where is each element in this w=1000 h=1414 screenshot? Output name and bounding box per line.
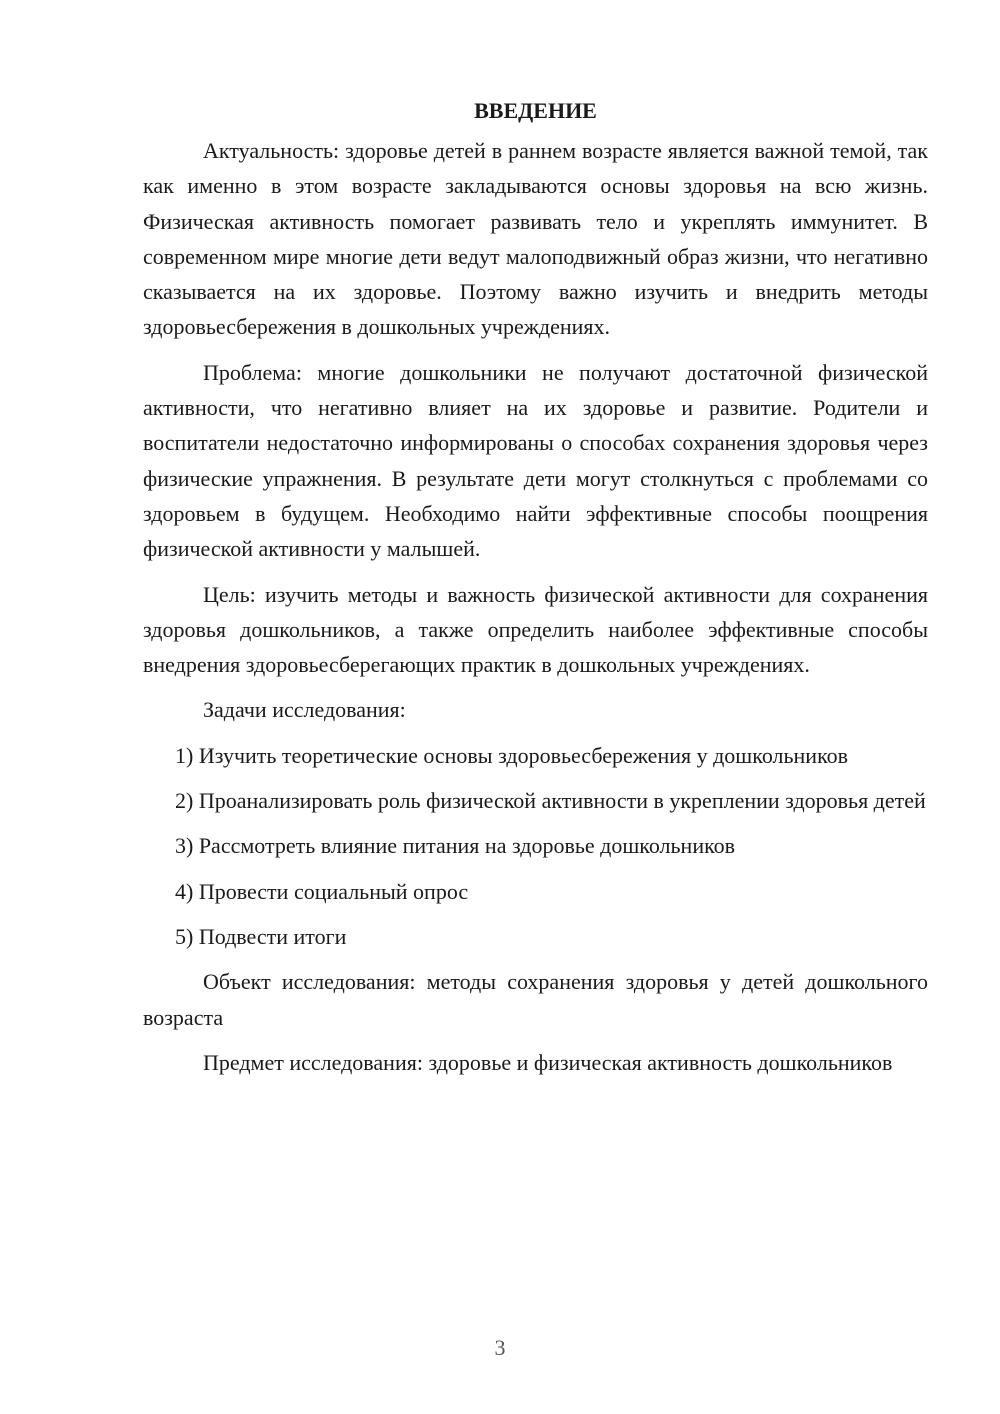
list-item: 4) Провести социальный опрос: [175, 878, 469, 904]
list-item: 3) Рассмотреть влияние питания на здоровье дошкольников: [175, 833, 736, 859]
list-item: 5) Подвести итоги: [175, 923, 347, 949]
paragraph-problem: Проблема: многие дошкольники не получают достаточной физической активности, что негативно влияет на их здоровье и развитие. Родители и воспитатели недостаточно информированы о способах сохранения здоровья через физические упражнения. В результате дети могут столкнуться с проблемами со здоровьем в будущем. Необходимо найти эффективные способы поощрения физической активности у малышей.: [143, 359, 928, 562]
page-title: ВВЕДЕНИЕ: [474, 98, 597, 123]
paragraph-object: Объект исследования: методы сохранения здоровья у детей дошкольного возраста: [143, 969, 928, 1030]
paragraph-relevance: Актуальность: здоровье детей в раннем возрасте является важной темой, так как именно в этом возрасте закладываются основы здоровья на всю жизнь. Физическая активность помогает развивать тело и укреплять иммунитет. В современном мире многие дети ведут малоподвижный образ жизни, что негативно сказывается на их здоровье. Поэтому важно изучить и внедрить методы здоровьесбережения в дошкольных учреждениях.: [143, 138, 928, 340]
list-item: 1) Изучить теоретические основы здоровьесбережения у дошкольников: [175, 742, 849, 768]
tasks-list: [143, 738, 928, 954]
tasks-title: Задачи исследования:: [203, 697, 406, 723]
page-number: 3: [494, 1335, 506, 1360]
page-content: [143, 93, 928, 1090]
paragraph-subject: Предмет исследования: здоровье и физическая активность дошкольников: [203, 1049, 893, 1075]
list-item: 2) Проанализировать роль физической активности в укреплении здоровья детей: [175, 788, 926, 814]
paragraph-goal: Цель: изучить методы и важность физической активности для сохранения здоровья дошкольников, а также определить наиболее эффективные способы внедрения здоровьесберегающих практик в дошкольных учреждениях.: [143, 581, 928, 678]
